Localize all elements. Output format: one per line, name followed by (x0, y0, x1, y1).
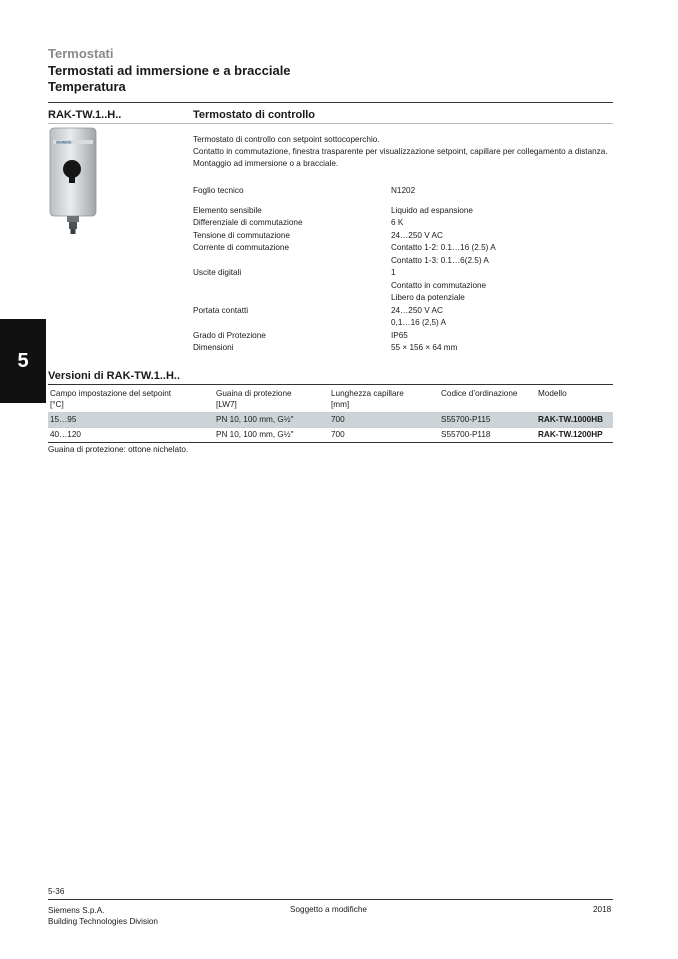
table-bottom-rule (48, 442, 613, 443)
spec-value: Liquido ad espansione (391, 205, 473, 215)
spec-label: Portata contatti (193, 305, 249, 315)
category-label: Termostati (48, 46, 114, 61)
header-divider (48, 102, 613, 103)
table-row (48, 428, 613, 443)
table-cell: 15…95 (48, 413, 214, 428)
spec-value: N1202 (391, 186, 416, 195)
table-cell: 700 (329, 428, 439, 443)
versions-table-wrap (48, 384, 613, 443)
chapter-tab: 5 (0, 319, 46, 403)
table-cell: PN 10, 100 mm, G½" (214, 428, 329, 443)
spec-label: Corrente di commutazione (193, 243, 290, 252)
spec-value: 0,1…16 (2,5) A (391, 318, 447, 327)
spec-value: Contatto 1-3: 0.1…6(2.5) A (391, 255, 489, 265)
spec-row (193, 267, 613, 305)
spec-label: Grado di Protezione (193, 330, 266, 340)
section-divider (48, 123, 613, 124)
spec-label: Elemento sensibile (193, 205, 262, 215)
product-code: RAK-TW.1..H.. (48, 109, 122, 121)
spec-row (193, 230, 613, 243)
spec-label: Foglio tecnico (193, 186, 244, 195)
page-title (48, 63, 608, 95)
spec-list (193, 185, 613, 355)
column-header: Lunghezza capillare [mm] (331, 389, 404, 409)
spec-row (193, 305, 613, 330)
company-name: Siemens S.p.A. (48, 906, 105, 915)
section-title: Termostato di controllo (193, 109, 316, 121)
footer-company (48, 905, 158, 927)
spec-row (193, 242, 613, 267)
spec-label: Tensione di commutazione (193, 230, 290, 240)
spec-value: IP65 (391, 330, 408, 340)
spec-value: Contatto 1-2: 0.1…16 (2.5) A (391, 243, 496, 252)
spec-row (193, 330, 613, 343)
spec-row (193, 342, 613, 355)
description-line-1: Termostato di controllo con setpoint sottocoperchio. (193, 135, 380, 144)
spec-value: 55 × 156 × 64 mm (391, 343, 458, 352)
spec-label: Uscite digitali (193, 268, 242, 277)
spec-row (193, 205, 613, 218)
thermostat-product-image (40, 122, 120, 242)
spec-value: 24…250 V AC (391, 230, 443, 240)
page-number: 5-36 (48, 887, 65, 896)
table-cell: 700 (329, 413, 439, 428)
spec-value: 24…250 V AC (391, 305, 443, 315)
footer-divider (48, 899, 613, 900)
product-description (193, 134, 613, 170)
spec-label: Dimensioni (193, 343, 234, 352)
column-header: Campo impostazione del setpoint [°C] (50, 389, 172, 409)
spec-row (193, 217, 613, 230)
column-header: Codice d’ordinazione (441, 389, 518, 398)
description-line-2: Contatto in commutazione, finestra trasparente per visualizzazione setpoint, capillare per collegamento a distanza. Montaggio ad immersione o a bracciale. (193, 147, 608, 168)
versions-title: Versioni di RAK-TW.1..H.. (48, 370, 181, 382)
spec-row-datasheet (193, 185, 613, 198)
footer-notice: Soggetto a modifiche (290, 905, 367, 914)
spec-value: Libero da potenziale (391, 293, 465, 302)
table-cell-model: RAK-TW.1000HB (536, 413, 613, 428)
brand-logo: SIEMENS (56, 140, 72, 145)
column-header: Guaina di protezione [LW7] (216, 389, 292, 409)
footer-year: 2018 (593, 905, 612, 914)
table-cell: 40…120 (48, 428, 214, 443)
column-header: Modello (538, 389, 567, 398)
table-cell: S55700-P115 (439, 413, 536, 428)
title-line-1: Termostati ad immersione e a bracciale (48, 63, 291, 78)
spec-label: Differenziale di commutazione (193, 218, 303, 227)
table-header-row (48, 385, 613, 413)
spec-value: 6 K (391, 218, 404, 227)
table-cell: S55700-P118 (439, 428, 536, 443)
versions-table (48, 385, 613, 442)
table-row (48, 413, 613, 428)
table-cell: PN 10, 100 mm, G½" (214, 413, 329, 428)
spec-value: Contatto in commutazione (391, 280, 487, 290)
company-division: Building Technologies Division (48, 917, 158, 926)
spec-value: 1 (391, 268, 396, 277)
title-line-2: Temperatura (48, 79, 126, 94)
table-note: Guaina di protezione: ottone nichelato. (48, 445, 189, 454)
table-cell-model: RAK-TW.1200HP (536, 428, 613, 443)
